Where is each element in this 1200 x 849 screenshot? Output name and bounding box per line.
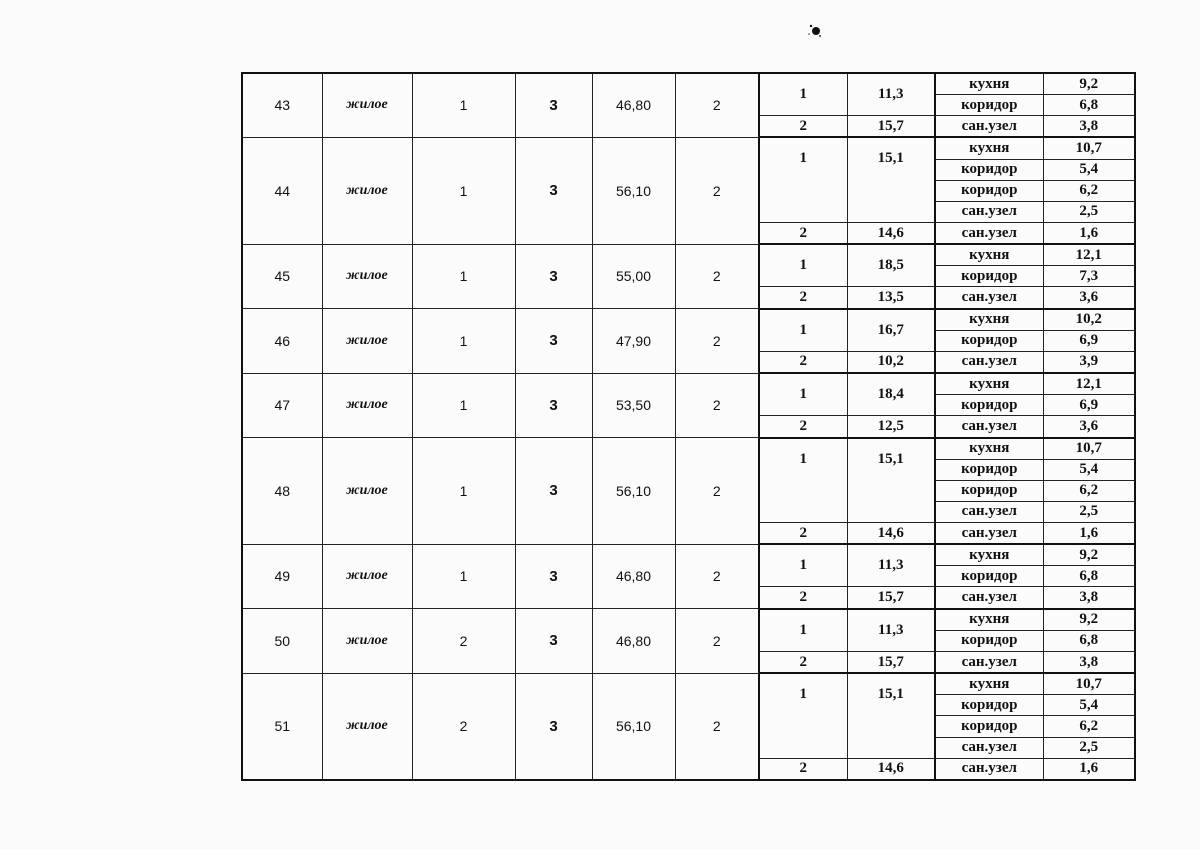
auxiliary-room-name: кухня [935,609,1043,631]
auxiliary-room-name: кухня [935,73,1043,95]
table-row [242,544,1135,566]
apartment-number: 43 [242,73,322,137]
auxiliary-room-area: 9,2 [1043,544,1135,566]
auxiliary-room-area: 7,3 [1043,266,1135,287]
section-number: 2 [412,609,515,673]
floor-number: 3 [515,137,592,244]
apartment-purpose: жилое [322,137,412,244]
auxiliary-room-name: сан.узел [935,501,1043,522]
floor-number: 3 [515,544,592,608]
auxiliary-room-area: 10,7 [1043,673,1135,695]
living-room-number: 1 [759,609,847,652]
room-count: 2 [675,609,759,673]
living-room-area: 13,5 [847,287,935,309]
living-room-area: 15,1 [847,137,935,222]
auxiliary-room-name: коридор [935,695,1043,716]
floor-number: 3 [515,438,592,545]
living-room-number: 2 [759,587,847,609]
auxiliary-room-name: сан.узел [935,737,1043,758]
section-number: 1 [412,309,515,373]
auxiliary-room-area: 3,9 [1043,351,1135,373]
auxiliary-room-area: 2,5 [1043,201,1135,222]
table-row [242,73,1135,95]
table-row [242,309,1135,331]
living-room-number: 2 [759,523,847,545]
living-room-area: 16,7 [847,309,935,352]
apartment-purpose: жилое [322,673,412,780]
apartment-number: 50 [242,609,322,673]
apartment-number: 49 [242,544,322,608]
room-count: 2 [675,137,759,244]
living-room-area: 11,3 [847,609,935,652]
apartment-number: 44 [242,137,322,244]
auxiliary-room-area: 6,8 [1043,566,1135,587]
table-row [242,373,1135,395]
auxiliary-room-area: 2,5 [1043,737,1135,758]
auxiliary-room-name: коридор [935,330,1043,351]
auxiliary-room-area: 1,6 [1043,222,1135,244]
floor-number: 3 [515,373,592,437]
total-area: 56,10 [592,438,675,545]
auxiliary-room-name: кухня [935,309,1043,331]
apartment-purpose: жилое [322,373,412,437]
auxiliary-room-area: 1,6 [1043,523,1135,545]
auxiliary-room-area: 3,8 [1043,587,1135,609]
living-room-number: 2 [759,416,847,438]
auxiliary-room-name: кухня [935,438,1043,460]
ink-speck [805,22,823,40]
room-count: 2 [675,73,759,137]
auxiliary-room-area: 6,8 [1043,630,1135,651]
auxiliary-room-area: 12,1 [1043,244,1135,266]
apartment-purpose: жилое [322,73,412,137]
living-room-number: 1 [759,244,847,287]
table-row [242,137,1135,159]
room-count: 2 [675,373,759,437]
total-area: 53,50 [592,373,675,437]
apartment-number: 45 [242,244,322,308]
living-room-number: 1 [759,373,847,416]
auxiliary-room-name: сан.узел [935,287,1043,309]
room-count: 2 [675,438,759,545]
auxiliary-room-name: коридор [935,480,1043,501]
floor-number: 3 [515,244,592,308]
living-room-area: 18,4 [847,373,935,416]
auxiliary-room-name: коридор [935,95,1043,116]
auxiliary-room-name: сан.узел [935,651,1043,673]
auxiliary-room-name: сан.узел [935,351,1043,373]
section-number: 1 [412,137,515,244]
living-room-area: 14,6 [847,523,935,545]
total-area: 56,10 [592,137,675,244]
living-room-number: 1 [759,673,847,758]
total-area: 46,80 [592,544,675,608]
room-count: 2 [675,309,759,373]
auxiliary-room-name: коридор [935,630,1043,651]
apartment-purpose: жилое [322,244,412,308]
total-area: 46,80 [592,73,675,137]
apartment-number: 51 [242,673,322,780]
apartment-number: 46 [242,309,322,373]
auxiliary-room-area: 12,1 [1043,373,1135,395]
living-room-number: 1 [759,544,847,587]
auxiliary-room-name: сан.узел [935,416,1043,438]
apartment-table [241,72,1136,781]
living-room-area: 12,5 [847,416,935,438]
auxiliary-room-area: 1,6 [1043,758,1135,780]
apartment-number: 47 [242,373,322,437]
auxiliary-room-name: коридор [935,159,1043,180]
auxiliary-room-name: коридор [935,716,1043,737]
living-room-number: 1 [759,438,847,523]
auxiliary-room-name: сан.узел [935,222,1043,244]
living-room-number: 2 [759,116,847,138]
table-row [242,673,1135,695]
auxiliary-room-name: сан.узел [935,116,1043,138]
living-room-area: 10,2 [847,351,935,373]
section-number: 1 [412,373,515,437]
living-room-number: 1 [759,309,847,352]
section-number: 1 [412,73,515,137]
auxiliary-room-area: 9,2 [1043,73,1135,95]
section-number: 1 [412,438,515,545]
table-row [242,438,1135,460]
apartment-purpose: жилое [322,544,412,608]
living-room-area: 15,7 [847,651,935,673]
apartment-purpose: жилое [322,309,412,373]
floor-number: 3 [515,673,592,780]
section-number: 2 [412,673,515,780]
room-count: 2 [675,673,759,780]
auxiliary-room-area: 9,2 [1043,609,1135,631]
section-number: 1 [412,244,515,308]
section-number: 1 [412,544,515,608]
auxiliary-room-name: коридор [935,566,1043,587]
living-room-number: 2 [759,287,847,309]
auxiliary-room-area: 6,9 [1043,330,1135,351]
auxiliary-room-name: кухня [935,373,1043,395]
room-count: 2 [675,544,759,608]
auxiliary-room-name: коридор [935,459,1043,480]
auxiliary-room-name: сан.узел [935,201,1043,222]
auxiliary-room-name: кухня [935,673,1043,695]
auxiliary-room-name: сан.узел [935,587,1043,609]
auxiliary-room-area: 5,4 [1043,695,1135,716]
living-room-number: 2 [759,758,847,780]
living-room-area: 15,1 [847,673,935,758]
living-room-area: 18,5 [847,244,935,287]
auxiliary-room-name: коридор [935,395,1043,416]
auxiliary-room-area: 3,6 [1043,287,1135,309]
apartment-number: 48 [242,438,322,545]
living-room-number: 2 [759,351,847,373]
room-count: 2 [675,244,759,308]
table-row [242,609,1135,631]
living-room-area: 15,1 [847,438,935,523]
auxiliary-room-name: сан.узел [935,523,1043,545]
floor-number: 3 [515,309,592,373]
living-room-area: 15,7 [847,116,935,138]
auxiliary-room-area: 6,2 [1043,716,1135,737]
total-area: 46,80 [592,609,675,673]
auxiliary-room-area: 10,7 [1043,438,1135,460]
apartment-purpose: жилое [322,438,412,545]
living-room-number: 2 [759,651,847,673]
total-area: 55,00 [592,244,675,308]
floor-number: 3 [515,609,592,673]
total-area: 47,90 [592,309,675,373]
living-room-area: 14,6 [847,222,935,244]
auxiliary-room-area: 6,2 [1043,180,1135,201]
auxiliary-room-area: 5,4 [1043,159,1135,180]
auxiliary-room-name: кухня [935,137,1043,159]
living-room-number: 1 [759,137,847,222]
auxiliary-room-name: коридор [935,266,1043,287]
auxiliary-room-area: 6,2 [1043,480,1135,501]
auxiliary-room-name: кухня [935,544,1043,566]
auxiliary-room-area: 10,2 [1043,309,1135,331]
auxiliary-room-area: 6,9 [1043,395,1135,416]
auxiliary-room-name: сан.узел [935,758,1043,780]
auxiliary-room-area: 2,5 [1043,501,1135,522]
living-room-number: 2 [759,222,847,244]
auxiliary-room-area: 10,7 [1043,137,1135,159]
living-room-area: 14,6 [847,758,935,780]
living-room-area: 11,3 [847,544,935,587]
auxiliary-room-area: 5,4 [1043,459,1135,480]
living-room-number: 1 [759,73,847,116]
living-room-area: 11,3 [847,73,935,116]
auxiliary-room-area: 3,8 [1043,651,1135,673]
floor-number: 3 [515,73,592,137]
auxiliary-room-area: 3,6 [1043,416,1135,438]
apartment-purpose: жилое [322,609,412,673]
auxiliary-room-name: коридор [935,180,1043,201]
total-area: 56,10 [592,673,675,780]
living-room-area: 15,7 [847,587,935,609]
auxiliary-room-area: 3,8 [1043,116,1135,138]
auxiliary-room-area: 6,8 [1043,95,1135,116]
table-row [242,244,1135,266]
auxiliary-room-name: кухня [935,244,1043,266]
